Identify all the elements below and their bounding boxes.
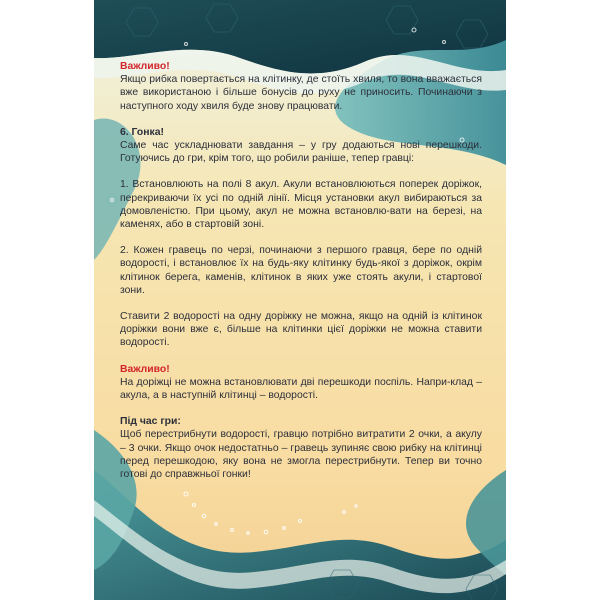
paragraph: 2. Кожен гравець по черзі, починаючи з першого гравця, бере по одній водорості, і встановлює їх на будь-яку клітинку будь-якої з доріжок, окрім клітинок берега, каменів, клітинок в яких уже стоять акули, і стартової зони. — [120, 245, 482, 296]
paragraph: Ставити 2 водорості на одну доріжку не можна, якщо на одній із клітинок доріжки вони вже є, більше на клітинки цієї доріжки не можна ставити водорості. — [120, 311, 482, 349]
section-heading: Під час гри: — [120, 416, 181, 428]
section-heading: Важливо! — [120, 363, 170, 375]
paragraph: Якщо рибка повертається на клітинку, де стоїть хвиля, то вона вважається вже використаною і більше бонусів до руху не приносить. Починаючи з наступного ходу хвиля буде знову працювати. — [120, 74, 482, 112]
section-heading: 6. Гонка! — [120, 126, 164, 138]
paragraph: Щоб перестрибнути водорості, гравцю потрібно витратити 2 очки, а акулу – 3 очки. Якщо очок недостатньо – гравець зупиняє свою рибку на клітинці перед перешкодою, яку вона не змогла перестрибнути. Тепер ви точно готові до справжньої гонки! — [120, 429, 482, 481]
paragraph: 1. Встановлюють на полі 8 акул. Акули встановлюються поперек доріжок, перекриваючи їх усі по одній лінії. Місця установки акул вибираються за домовленістю. При цьому, акул не можна встановлю-вати на березі, на каменях, або в стартовій зоні. — [120, 179, 482, 231]
paragraph: Саме час ускладнювати завдання – у гру додаються нові перешкоди. Готуючись до гри, крім того, що робили раніше, тепер гравці: — [120, 140, 482, 165]
paragraph: На доріжці не можна встановлювати дві перешкоди поспіль. Напри-клад – акула, а в наступній клітинці – водорості. — [120, 376, 482, 402]
section-heading: Важливо! — [120, 61, 170, 72]
document-page — [94, 0, 506, 600]
document-text — [120, 60, 482, 481]
